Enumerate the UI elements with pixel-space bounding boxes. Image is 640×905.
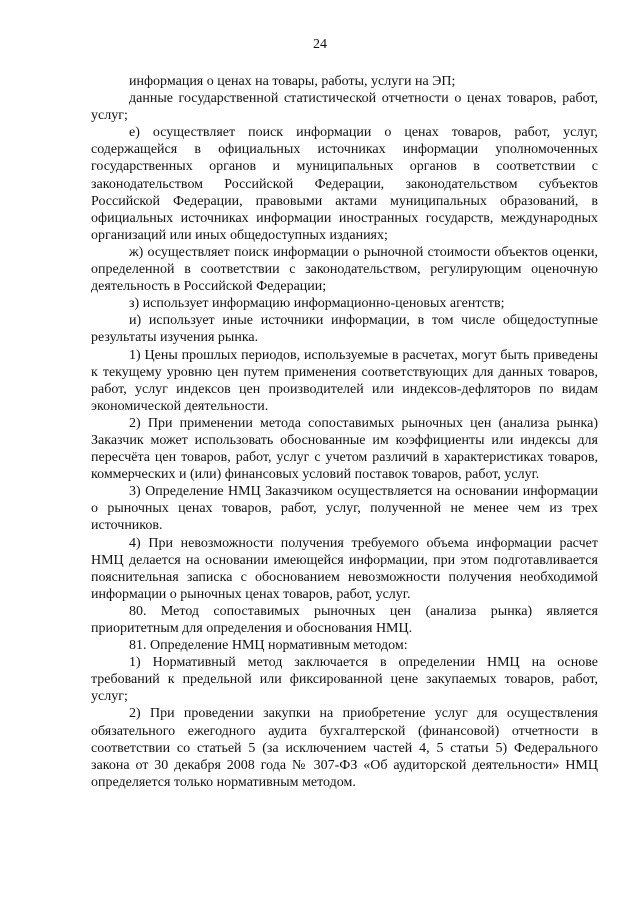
paragraph-normative-point-1: 1) Нормативный метод заключается в определении НМЦ на основе требований к предельной или фиксированной цене закупаемых товаров, работ, услуг; — [91, 655, 598, 705]
page-number: 24 — [313, 37, 327, 52]
paragraph-item-e: е) осуществляет поиск информации о ценах товаров, работ, услуг, содержащейся в официальных источниках информации уполномоченных государственных органов и муниципальных органов в соответствии с законодательством Российской Федерации, законодательством субъектов Российской Федерации, правовыми актами муниципальных образований, в официальных источниках информации иностранных государств, международных организаций или иных общедоступных изданиях; — [91, 125, 598, 243]
paragraph-item-zh: ж) осуществляет поиск информации о рыночной стоимости объектов оценки, определенной в соответствии с законодательством, регулирующим оценочную деятельность в Российской Федерации; — [91, 244, 598, 295]
paragraph-point-3-three-sources: 3) Определение НМЦ Заказчиком осуществляется на основании информации о рыночных ценах товаров, работ, услуг, полученной не менее чем из трех источников. — [91, 484, 598, 534]
paragraph-item-i: и) использует иные источники информации, в том числе общедоступные результаты изучения рынка. — [91, 313, 598, 346]
paragraph-point-4-explanatory-note: 4) При невозможности получения требуемого объема информации расчет НМЦ делается на основании имеющейся информации, при этом подготавливается пояснительная записка с обоснованием невозможности получения необходимой информации о рыночных ценах товаров, работ, услуг. — [91, 535, 598, 602]
paragraph-point-1-past-prices: 1) Цены прошлых периодов, используемые в расчетах, могут быть приведены к текущему уровню цен путем применения соответствующих для данных товаров, работ, услуг индексов цен производителей или индексов-дефляторов по видам экономической деятельности. — [91, 347, 598, 414]
paragraph-ep-price-info: информация о ценах на товары, работы, услуги на ЭП; — [129, 74, 456, 89]
paragraph-clause-80: 80. Метод сопоставимых рыночных цен (анализа рынка) является приоритетным для определения и обоснования НМЦ. — [91, 603, 598, 636]
paragraph-state-statistics: данные государственной статистической отчетности о ценах товаров, работ, услуг; — [91, 91, 598, 124]
body-text — [91, 73, 598, 791]
paragraph-point-2-coefficients: 2) При применении метода сопоставимых рыночных цен (анализа рынка) Заказчик может использовать обоснованные им коэффициенты или индексы для пересчёта цен товаров, работ, услуг с учетом различий в характеристиках товаров, коммерческих и (или) финансовых условий поставок товаров, работ, услуг. — [91, 415, 598, 483]
paragraph-normative-point-2: 2) При проведении закупки на приобретение услуг для осуществления обязательного ежегодного аудита бухгалтерской (финансовой) отчетности в соответствии со статьей 5 (за исключением частей 4, 5 статьи 5) Федерального закона от 30 декабря 2008 года № 307-ФЗ «Об аудиторской деятельности» НМЦ определяется только нормативным методом. — [91, 706, 598, 790]
paragraph-clause-81: 81. Определение НМЦ нормативным методом: — [129, 638, 408, 654]
paragraph-item-z: з) использует информацию информационно-ценовых агентств; — [129, 296, 505, 312]
